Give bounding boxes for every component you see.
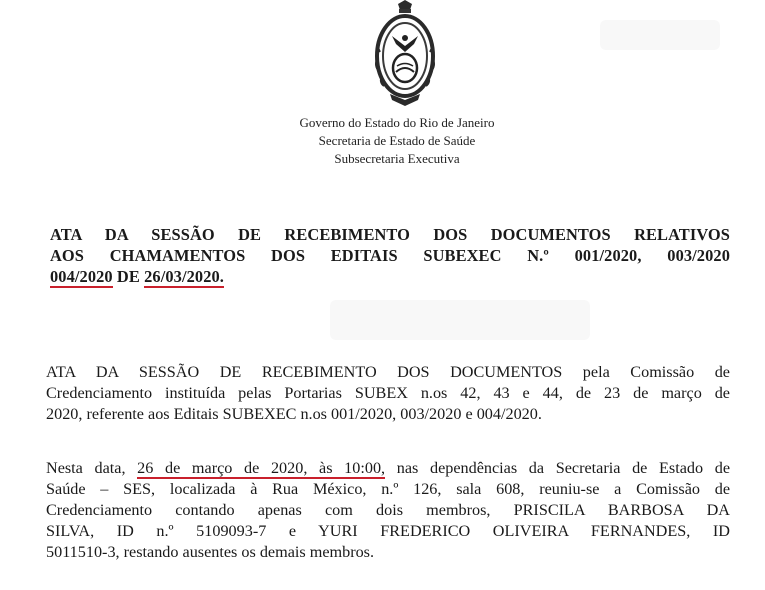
title-edital-number: 004/2020 <box>50 267 113 286</box>
scan-smudge <box>600 20 720 50</box>
title-line-1: ATA DA SESSÃO DE RECEBIMENTO DOS DOCUMENTOS RELATIVOS <box>50 225 730 244</box>
scan-smudge <box>330 300 590 340</box>
paragraph-2-line-2: Saúde – SES, localizada à Rua México, n.º 126, sala 608, reuniu-se a Comissão de <box>46 480 730 498</box>
document-header <box>250 114 544 168</box>
header-subsecretariat: Subsecretaria Executiva <box>334 151 460 166</box>
paragraph-2-line-5: 5011510-3, restando ausentes os demais membros. <box>46 543 375 561</box>
paragraph-2-line-3: Credenciamento contando apenas com dois membros, PRISCILA BARBOSA DA <box>46 501 730 519</box>
state-seal-icon <box>372 0 438 108</box>
paragraph-2-line-1 <box>46 458 730 479</box>
paragraph-1-line-2: Credenciamento instituída pelas Portarias SUBEX n.os 42, 43 e 44, de 23 de março de <box>46 384 730 402</box>
paragraph-2 <box>46 458 730 563</box>
paragraph-2-date: 26 de março de 2020, às 10:00, <box>137 459 386 477</box>
paragraph-1-line-1-rest: pela Comissão de <box>562 363 730 381</box>
paragraph-1-caps: ATA DA SESSÃO DE RECEBIMENTO DOS DOCUMENTOS <box>46 363 563 381</box>
title-line-3 <box>50 266 730 287</box>
document-title <box>50 224 730 287</box>
title-de: DE <box>112 267 145 286</box>
paragraph-1-line-1 <box>46 362 730 383</box>
paragraph-1 <box>46 362 730 425</box>
paragraph-2-line-4: SILVA, ID n.º 5109093-7 e YURI FREDERICO OLIVEIRA FERNANDES, ID <box>46 522 730 540</box>
paragraph-1-line-3: 2020, referente aos Editais SUBEXEC n.os 001/2020, 003/2020 e 004/2020. <box>46 405 542 423</box>
paragraph-2-line-1-rest: nas dependências da Secretaria de Estado de <box>385 459 730 477</box>
header-secretariat: Secretaria de Estado de Saúde <box>318 133 476 148</box>
header-government: Governo do Estado do Rio de Janeiro <box>299 115 495 130</box>
title-line-2: AOS CHAMAMENTOS DOS EDITAIS SUBEXEC N.º 001/2020, 003/2020 <box>50 246 730 265</box>
title-date: 26/03/2020. <box>144 267 224 286</box>
paragraph-2-start: Nesta data, <box>46 459 138 477</box>
